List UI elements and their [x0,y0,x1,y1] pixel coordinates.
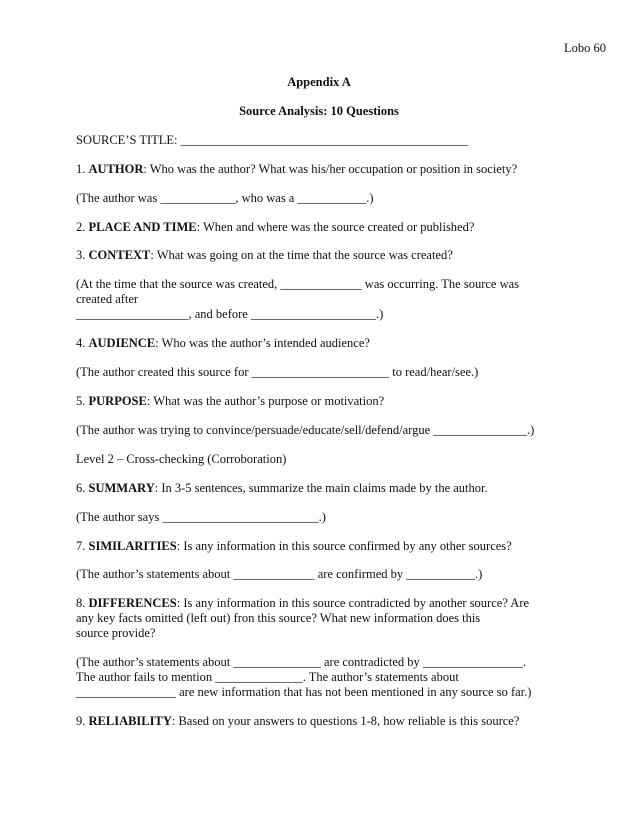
question-6 [76,481,488,496]
question-3-prompt-line-1: (At the time that the source was created, _____________ was occurring. The source was [76,277,520,291]
question-keyword: AUDIENCE [88,336,156,350]
question-keyword: RELIABILITY [88,714,172,728]
question-4-prompt: (The author created this source for ______________________ to read/hear/see.) [76,365,479,379]
question-8-line-3: source provide? [76,626,156,640]
question-number: 6. [76,481,89,495]
question-number: 7. [76,539,89,553]
question-text: : Who was the author’s intended audience? [155,336,370,350]
question-8-prompt-line-3: ________________ are new information that has not been mentioned in any source so far.) [76,685,532,699]
appendix-heading: Appendix A [287,75,351,89]
question-7-prompt: (The author’s statements about _____________ are confirmed by ___________.) [76,567,483,581]
document-title: Source Analysis: 10 Questions [239,104,399,118]
source-title-line: SOURCE’S TITLE: ______________________________________________ [76,133,469,147]
question-text: : What was the author’s purpose or motivation? [146,394,385,408]
question-text: : In 3-5 sentences, summarize the main claims made by the author. [154,481,488,495]
question-5 [76,394,384,409]
question-keyword: AUTHOR [88,162,144,176]
question-3 [76,248,453,263]
question-number: 1. [76,162,89,176]
question-8-prompt-line-2: The author fails to mention ______________. The author’s statements about [76,670,459,684]
question-text: : When and where was the source created or published? [196,220,475,234]
question-5-prompt: (The author was trying to convince/persuade/educate/sell/defend/argue _______________.) [76,423,535,437]
question-keyword: SIMILARITIES [88,539,177,553]
question-number: 5. [76,394,89,408]
question-8-prompt-line-1: (The author’s statements about ______________ are contradicted by ________________. [76,655,527,669]
question-keyword: PURPOSE [88,394,147,408]
question-keyword: PLACE AND TIME [88,220,197,234]
question-8 [76,596,529,611]
question-1-prompt: (The author was ____________, who was a ___________.) [76,191,374,205]
question-number: 3. [76,248,89,262]
question-text: : Is any information in this source contradicted by another source? Are [176,596,530,610]
question-7 [76,539,512,554]
question-keyword: SUMMARY [88,481,155,495]
question-2 [76,220,474,235]
question-3-prompt-line-2: created after [76,292,139,306]
question-text: : Based on your answers to questions 1-8, how reliable is this source? [171,714,520,728]
level-2-heading: Level 2 – Cross-checking (Corroboration) [76,452,287,466]
question-9 [76,714,519,729]
question-6-prompt: (The author says _________________________.) [76,510,326,524]
question-1 [76,162,517,177]
question-8-line-2: any key facts omitted (left out) fron this source? What new information does this [76,611,481,625]
question-text: : Is any information in this source confirmed by any other sources? [176,539,512,553]
question-keyword: CONTEXT [88,248,151,262]
page-number-header: Lobo 60 [563,41,606,55]
question-4 [76,336,370,351]
question-text: : Who was the author? What was his/her occupation or position in society? [143,162,518,176]
question-number: 2. [76,220,89,234]
question-number: 8. [76,596,89,610]
question-keyword: DIFFERENCES [88,596,177,610]
question-number: 4. [76,336,89,350]
question-text: : What was going on at the time that the source was created? [150,248,453,262]
question-3-prompt-line-3: __________________, and before ____________________.) [76,307,384,321]
question-number: 9. [76,714,89,728]
